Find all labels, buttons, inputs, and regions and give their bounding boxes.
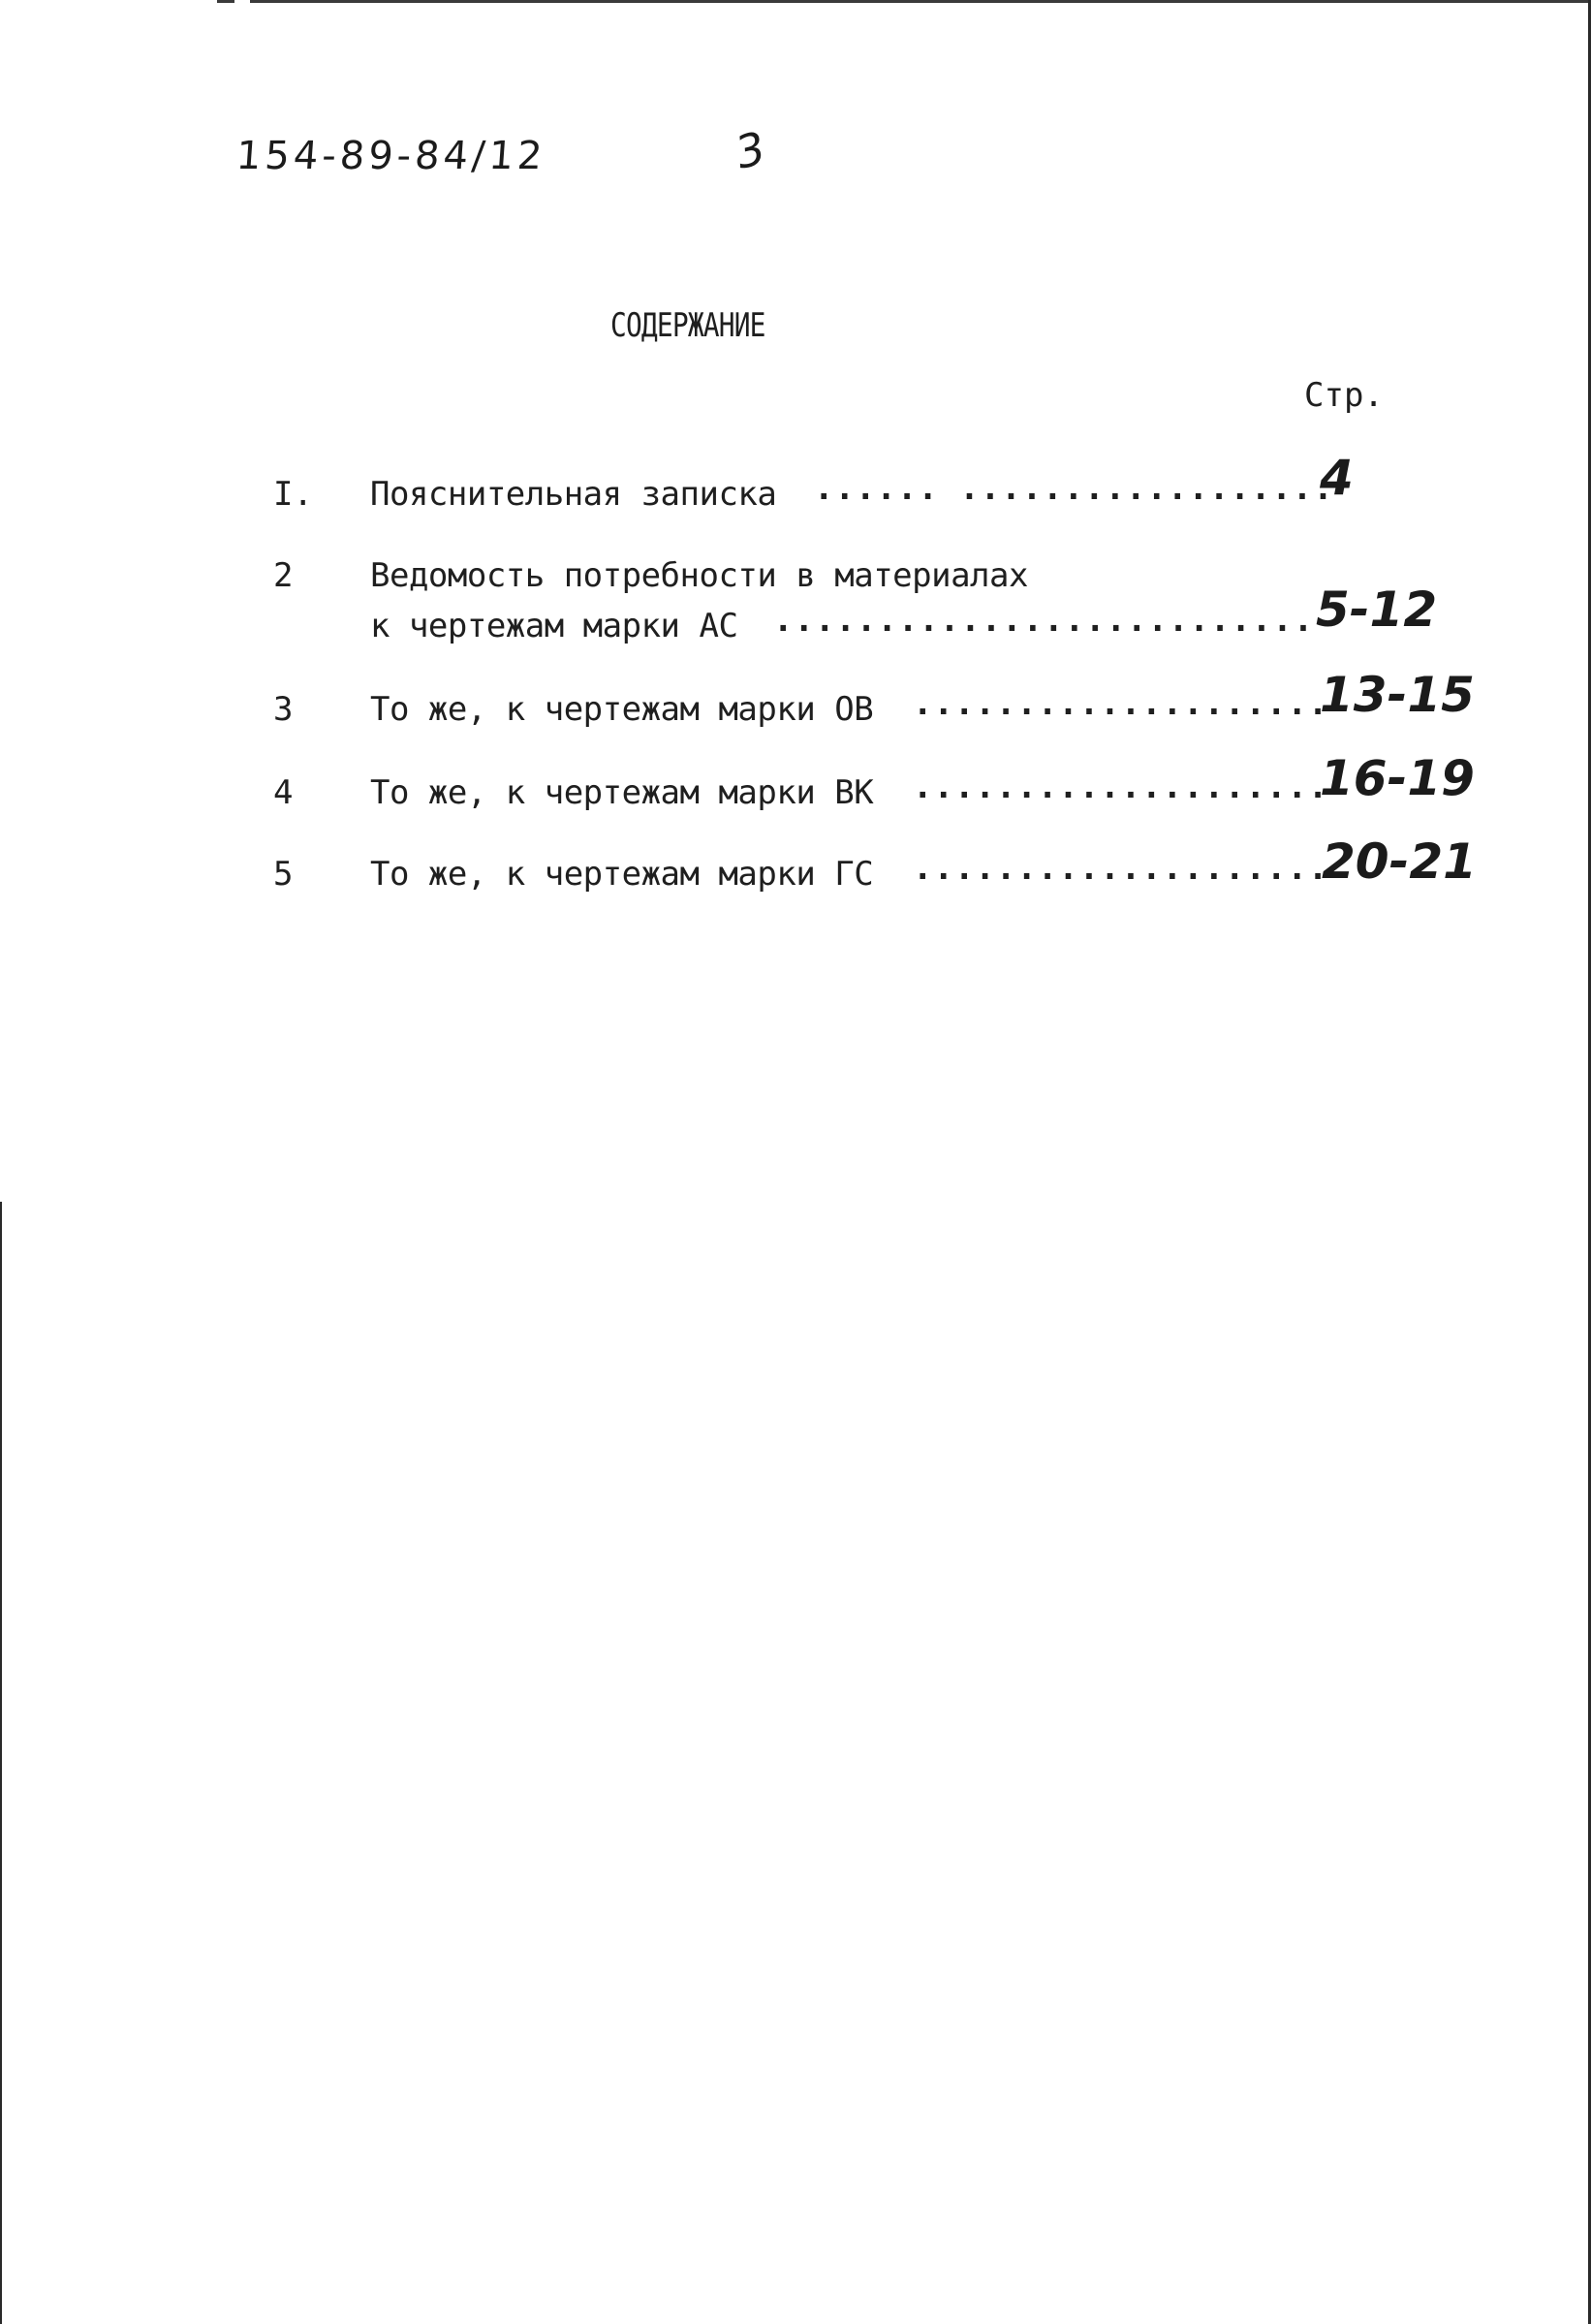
- entry-title: То же, к чертежам марки ВК: [370, 773, 874, 812]
- entry-pages: 4: [1320, 450, 1354, 506]
- entry-title: Ведомость потребности в материалах: [370, 556, 1028, 595]
- entry-title: Пояснительная записка: [370, 475, 777, 514]
- document-code: 154-89-84/12: [234, 134, 547, 178]
- entry-number: I.: [273, 475, 313, 514]
- entry-number: 5: [273, 855, 294, 894]
- leader-dots: ...... ..................: [814, 469, 1334, 508]
- entry-title-continued: к чертежам марки АС: [370, 607, 738, 645]
- entry-number: 3: [273, 690, 294, 729]
- page-title: СОДЕРЖАНИЕ: [610, 306, 765, 345]
- scan-edge-left: [0, 1202, 2, 2324]
- leader-dots: ..........................: [773, 601, 1315, 640]
- leader-dots: ....................: [913, 768, 1329, 806]
- entry-title: То же, к чертежам марки ОВ: [370, 690, 874, 729]
- scan-edge-top-left: [217, 0, 234, 3]
- page-column-label: Стр.: [1304, 376, 1384, 415]
- entry-title: То же, к чертежам марки ГС: [370, 855, 874, 894]
- entry-number: 2: [273, 556, 294, 595]
- entry-number: 4: [273, 773, 294, 812]
- entry-pages: 16-19: [1320, 750, 1475, 806]
- entry-pages: 5-12: [1316, 581, 1438, 638]
- scan-edge-top: [250, 0, 1591, 3]
- leader-dots: ....................: [913, 684, 1329, 723]
- entry-pages: 13-15: [1320, 667, 1475, 723]
- entry-pages: 20-21: [1322, 833, 1477, 890]
- sheet-number: 3: [730, 121, 771, 179]
- leader-dots: ....................: [913, 849, 1329, 888]
